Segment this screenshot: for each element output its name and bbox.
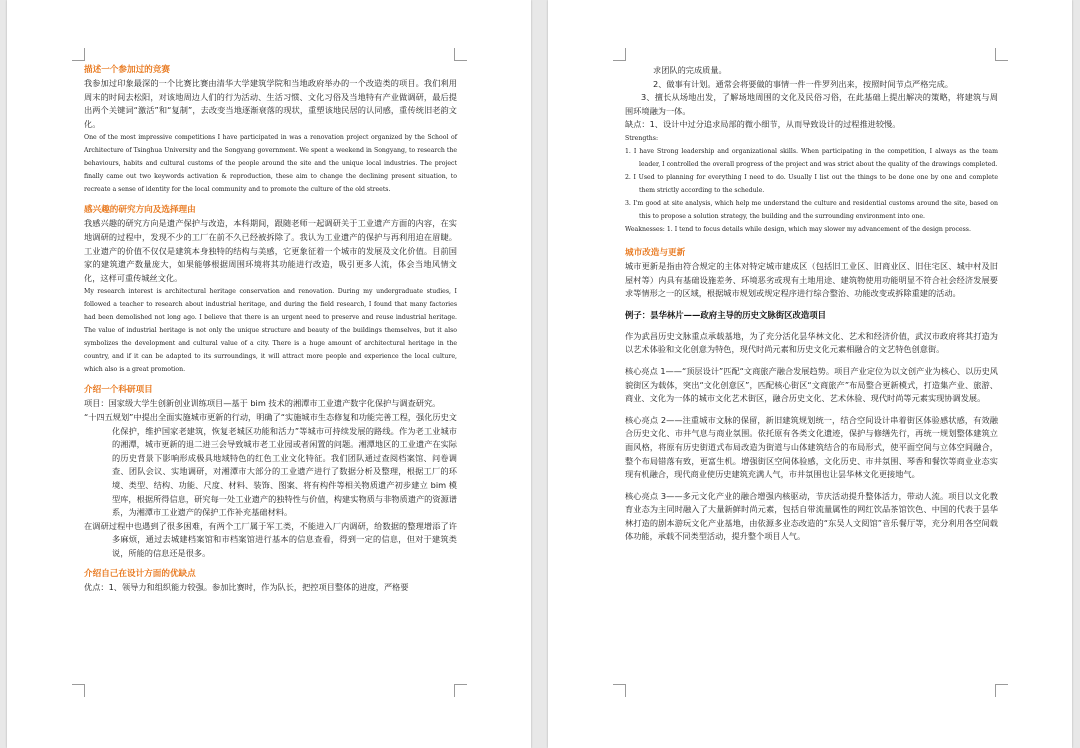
paragraph: 2、做事有计划。通常会将要做的事情一件一件罗列出来，按照时间节点严格完成。: [653, 78, 953, 89]
page-left-content: [84, 64, 457, 595]
paragraph: 核心亮点 1——“顶层设计”匹配“文商旅产融合发展趋势。项目产业定位为以文创产业为核心、以历史风貌街区为载体，突出“文化创意区”，匹配核心街区“文商旅产”布局整合更新模式，打造集产业、旅游、商业、文化为一体的城市文化艺术街区，融合历史文化、艺术休验、现代时尚等元素实现协调发展。: [625, 365, 998, 404]
page-right-content: [625, 64, 998, 544]
english-paragraph: One of the most impressive competitions I have participated in was a renovation project organized by the School of Architecture of Tsinghua University and the Songyang government. We spent a weekend in Songyang, to research the behaviours, habits and cultural customs of the people around the site and the unique local industries. The project finally came out two keywords activation & reproduction, these aim to change the declining present situation, to recreate a sense of identity for the local community and to promote the culture of the old streets.: [84, 134, 457, 194]
paragraph: 求团队的完成质量。: [653, 65, 727, 75]
document-page-right: [548, 0, 1072, 748]
paragraph: 我参加过印象最深的一个比赛比赛由清华大学建筑学院和当地政府举办的一个改造类的项目。我们利用周末的时间去松阳，对该地周边人们的行为活动、生活习惯、文化习俗及当地特有产业做调研，最后提出两个关键词“激活”和“复制”，去改变当地逐渐衰落的现状，重塑该地民居的认同感，重传统旧老韵文化。: [84, 78, 457, 129]
english-paragraph: My research interest is architectural heritage conservation and renovation. During my undergraduate studies, I followed a teacher to research about industrial heritage, and during the field research, I found that many factories had been demolished not long ago. I believe that there is an urgent need to preserve and reuse industrial heritage. The value of industrial heritage is not only the unique structure and beauty of the buildings themselves, but it also symbolizes the development and cultural value of a city. There is a huge amount of architectural heritage in the country, and if it can be adapted to its surroundings, it will attract more people and experience the local culture, which also is a great promotion.: [84, 288, 457, 374]
paragraph: 缺点：1、设计中过分追求局部的微小细节，从而导致设计的过程推进较慢。: [625, 119, 901, 130]
paragraph: 城市更新是指由符合规定的主体对特定城市建成区（包括旧工业区、旧商业区、旧住宅区、城中村及旧屋村等）内具有基础设施差务、环境恶劣或现有土地用途、建筑物使用功能明显不符合社会经济发展要求等情形之一的区域，根据城市规划或规定程序进行综合整治、功能改变或拆除重建的活动。: [625, 260, 998, 299]
section-heading: 城市改造与更新: [625, 247, 686, 258]
paragraph: 3、擅长从场地出发，了解场地周围的文化及民俗习俗，在此基础上提出解决的策略，将建筑与周围环境融为一体。: [625, 92, 998, 116]
crop-mark: [454, 684, 467, 697]
crop-mark: [995, 48, 1008, 61]
section-heading: 感兴趣的研究方向及选择理由: [84, 205, 196, 216]
crop-mark: [613, 48, 626, 61]
section-heading: 描述一个参加过的竞赛: [84, 65, 170, 75]
example-heading: 例子：昙华林片——政府主导的历史文脉街区改造项目: [625, 309, 826, 320]
section-heading: 介绍一个科研项目: [84, 385, 153, 396]
english-heading: Strengths:: [625, 134, 659, 142]
paragraph: 作为武昌历史文脉重点承载基地，为了充分活化昙华林文化、艺术和经济价值，武汉市政府将其打造为以艺术体验和文化创意为特色，现代时尚元素和历史文化元素相融合的文艺特色创意街。: [625, 330, 998, 355]
crop-mark: [72, 48, 85, 61]
english-paragraph: 3. I'm good at site analysis, which help me understand the culture and residential customs around the site, based on this to propose a solution strategy, the building and the surrounding environment into one.: [625, 199, 998, 220]
paragraph: 核心亮点 3——多元文化产业的融合增强内核驱动，节庆活动提升整体活力，带动人流。项目以文化教育业态为主同时融入了大量新鲜时尚元素，包括自带流量属性的网红饮品茶馆饮色、中国的代表于昙华林打造的剧本游玩文化产业基地，由依源多业态改造的“东吴人文阅馆”音乐餐厅等，充分利用各空间载体功能，承载不同类型活动，提升整个项目人气。: [625, 490, 998, 542]
crop-mark: [454, 48, 467, 61]
paragraph: “十四五规划”中提出全面实施城市更新的行动，明确了“实施城市生态修复和功能完善工程，强化历史文化保护，维护国家老建筑，恢复老城区功能和活力”等城市可持续发展的路线。作为老工业城市的湘潭，城市更新的退二进三会导致城市老工业园或者闲置的问题。湘潭地区的工业遗产在实际的历史背景下影响形成极具地域特色的红色工业文化特征。我们团队通过查阅档案馆、问卷调查、团队会议、实地调研，对湘潭市大部分的工业遗产进行了数据分析及整理，根据工厂的环境、类型、结构、功能、尺度、材料、装饰、图案、将有构件等相关物质遗产初步建立 bim 模型库，根据所得信息，研究每一处工业遗产的独特性与价值，构建实物质与非物质遗产的资源谱系，为湘潭市工业遗产的保护工作补充基础材料。: [84, 411, 457, 518]
paragraph: 在调研过程中也遇到了很多困难，有两个工厂属于军工类，不能进入厂内调研，给数据的整理增添了许多麻烦，通过去城建档案馆和市档案馆进行基本的信息查看，得到一定的信息，但对于建筑类说，所能的信息还是很多。: [84, 520, 457, 558]
document-page-left: [7, 0, 531, 748]
paragraph: 核心亮点 2——注重城市文脉的保留，新旧建筑规划统一，结合空间设计串着街区体验感状感，有效融合历史文化、市井气息与商业氛围。依托原有各类文化遗迹，保护与修缮先行，再统一规划整体建筑立面风格，将原有历史街道式布局改造为街道与山体建筑结合的布局形式，使平面空间与立体空间融合，整个布局错落有致，更富生机。增强街区空间体验感，文化历史、市井氛围、琴香和餐饮等商业业态实现有机融合，现代商业使历史建筑充满人气，市井氛围也让昙华林文化更接地气。: [625, 414, 998, 480]
crop-mark: [613, 684, 626, 697]
paragraph: 优点：1、领导力和组织能力较强。参加比赛时，作为队长，把控项目整体的进度，严格要: [84, 582, 409, 593]
section-heading: 介绍自己在设计方面的优缺点: [84, 569, 196, 580]
english-paragraph: 2. I Used to planning for everything I need to do. Usually I list out the things to be done one by one and complete them strictly according to the schedule.: [625, 173, 998, 194]
english-paragraph: Weaknesses: 1. I tend to focus details while design, which may slower my advancement of the design process.: [625, 225, 971, 233]
english-paragraph: 1. I have Strong leadership and organizational skills. When participating in the competition, I always as the team leader, I controlled the overall progress of the project and was strict about the quality of the drawings completed.: [625, 147, 998, 168]
crop-mark: [995, 684, 1008, 697]
crop-mark: [72, 684, 85, 697]
paragraph: 项目：国家级大学生创新创业训练项目—基于 bim 技术的湘潭市工业遗产数字化保护与调查研究。: [84, 398, 441, 409]
paragraph: 我感兴趣的研究方向是遗产保护与改造，本科期间，跟随老师一起调研关于工业遗产方面的内容，在实地调研的过程中，发现不少的工厂在前不久已经被拆除了。我认为工业遗产的保护与再利用迫在眉睫。工业遗产的价值不仅仅是建筑本身独特的结构与美感，它更象征着一个城市的发展及文化价值。目前国家的建筑遗产数量庞大，如果能够根据周围环境将其功能进行改造，吸引更多人流，体会当地风情文化，这样可重传城丝文化。: [84, 218, 457, 283]
